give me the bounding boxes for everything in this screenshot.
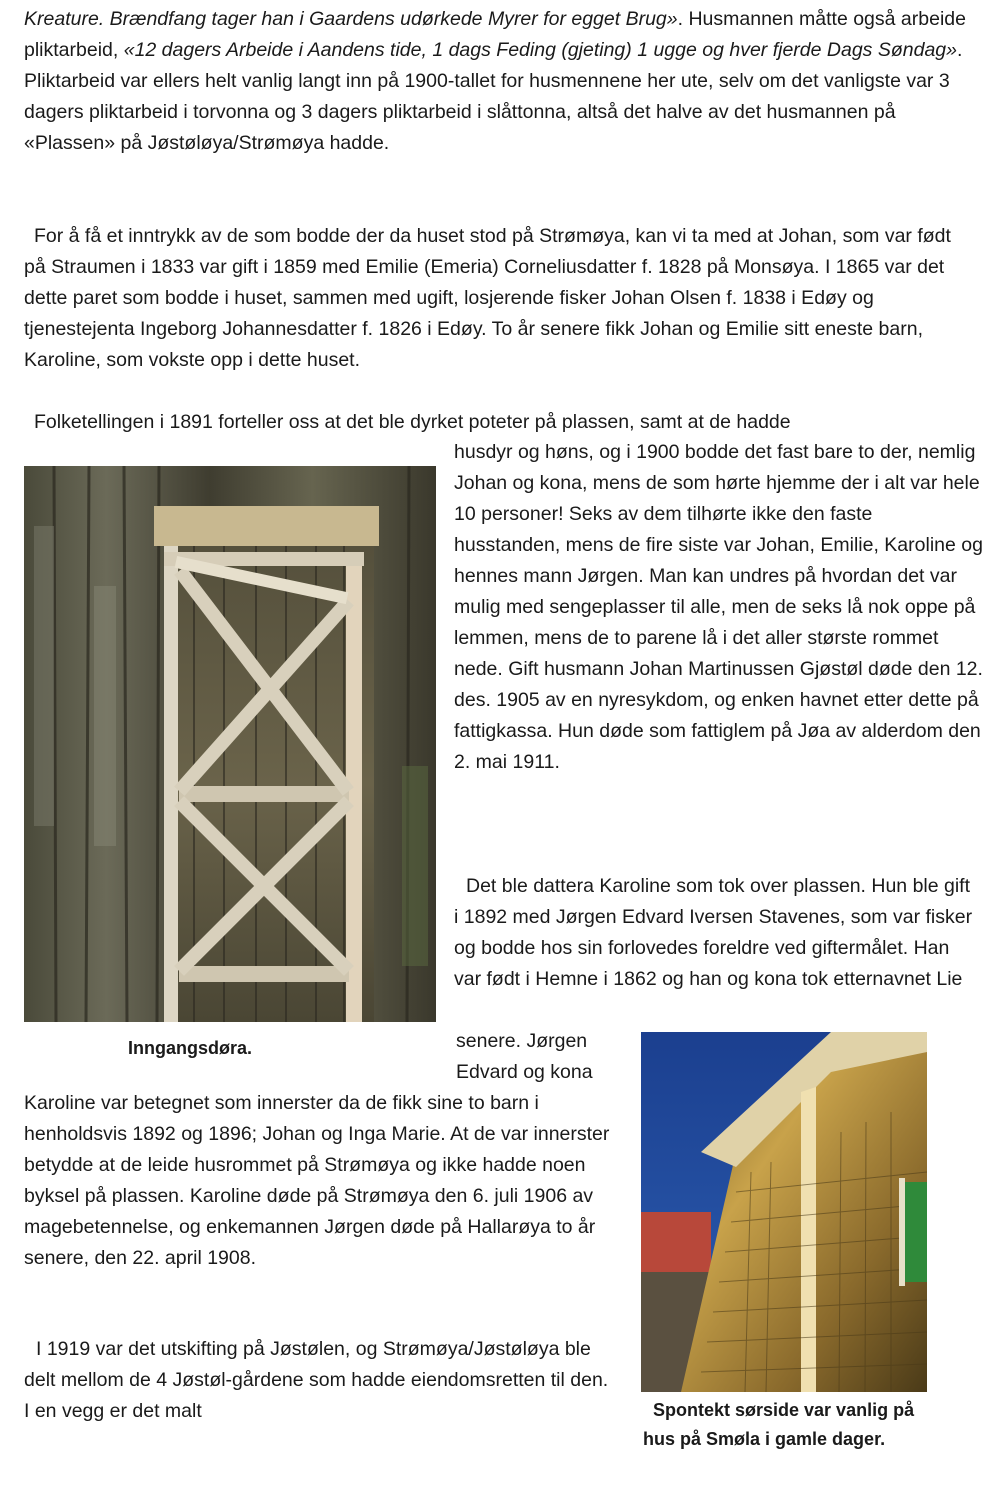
door-illustration [24, 466, 436, 1022]
wall-photo [641, 1032, 927, 1392]
wall-photo-caption: Spontekt sørside var vanlig på hus på Smøla i gamle dager. [643, 1400, 915, 1449]
karoline-paragraph-part2: senere. Jørgen Edvard og kona [456, 1030, 593, 1083]
household-paragraph: For å få et inntrykk av de som bodde der da huset stod på Strømøya, kan vi ta med at Johan, som var født på Straumen i 1833 var gift i 1859 med Emilie (Emeria) Corneliusdatter f. 1828 på Monsøya. I 1865 var det dette paret som bodde i huset, sammen med ugift, losjerende fisker Johan Olsen f. 1838 i Edøy og tjenestejenta Ingeborg Johannesdatter f. 1826 i Edøy. To år senere fikk Johan og Emilie sitt eneste barn, Karoline, som vokste opp i dette huset. [24, 225, 951, 371]
intro-text-2: . Pliktarbeid var ellers helt vanlig langt inn på 1900-tallet for husmennene her ute, selv om det vanligste var 3 dagers pliktarbeid i torvonna og 3 dagers pliktarbeid i slåttonna, altså det halve av det husmannen på «Plassen» på Jøstøløya/Strømøya hadde. [24, 39, 963, 154]
wall-illustration [641, 1032, 927, 1392]
door-photo-caption: Inngangsdøra. [128, 1038, 253, 1058]
door-photo [24, 466, 436, 1022]
census-paragraph-lead: Folketellingen i 1891 forteller oss at det ble dyrket poteter på plassen, samt at de hadde [34, 411, 791, 433]
karoline-paragraph-part3: Karoline var betegnet som innerster da de fikk sine to barn i henholdsvis 1892 og 1896; Johan og Inga Marie. At de var innerster betydde at de leide husrommet på Strømøya og ikke hadde noen byksel på plassen. Karoline døde på Strømøya den 6. juli 1906 av magebetennelse, og enkemannen Jørgen døde på Hallarøya to år senere, den 22. april 1908. [24, 1092, 610, 1269]
paragraph-1919: I 1919 var det utskifting på Jøstølen, og Strømøya/Jøstøløya ble delt mellom de 4 Jøstøl-gårdene som hadde eiendomsretten til den. I en vegg er det malt [24, 1338, 609, 1422]
census-paragraph: husdyr og høns, og i 1900 bodde det fast bare to der, nemlig Johan og kona, mens de som hørte hjemme der i alt var hele 10 personer! Seks av dem tilhørte ikke den faste husstanden, mens de fire siste var Johan, Emilie, Karoline og hennes mann Jørgen. Man kan undres på hvordan det var mulig med sengeplasser til alle, men de seks lå nok oppe på lemmen, mens de to parene lå i det aller største rommet nede. Gift husmann Johan Martinussen Gjøstøl døde den 12. des. 1905 av en nyresykdom, og enken havnet etter dette på fattigkassa. Hun døde som fattiglem på Jøa av alderdom den 2. mai 1911. [454, 441, 983, 773]
karoline-paragraph-part1: Det ble dattera Karoline som tok over plassen. Hun ble gift i 1892 med Jørgen Edvard Iversen Stavenes, som var fisker og bodde hos sin forlovedes foreldre ved giftermålet. Han var født i Hemne i 1862 og han og kona tok etternavnet Lie [454, 875, 973, 990]
intro-text-1: . Husmannen måtte også arbeide pliktarbeid, [24, 8, 966, 61]
intro-paragraph [24, 4, 974, 159]
intro-quote-1: Kreature. Brændfang tager han i Gaardens udørkede Myrer for egget Brug» [24, 8, 678, 30]
intro-quote-2: «12 dagers Arbeide i Aandens tide, 1 dags Feding (gjeting) 1 ugge og hver fjerde Dags Søndag» [123, 39, 957, 61]
